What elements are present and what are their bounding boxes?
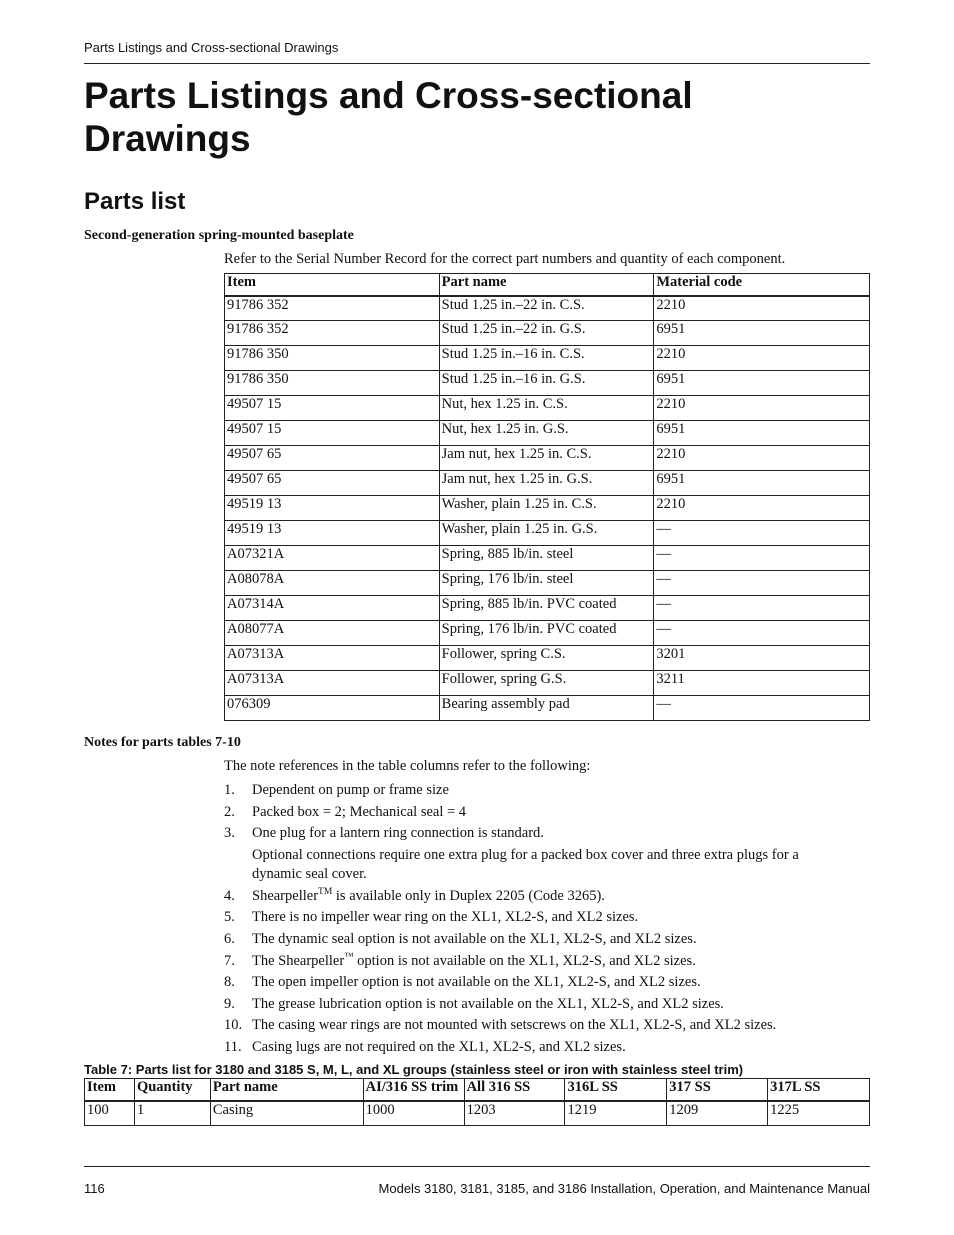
part-name-cell: Nut, hex 1.25 in. G.S. <box>439 421 654 446</box>
note-text: The grease lubrication option is not available on the XL1, XL2-S, and XL2 sizes. <box>252 995 724 1012</box>
note-text: One plug for a lantern ring connection is standard. <box>252 825 544 842</box>
material-code-cell: — <box>654 571 870 596</box>
material-code-cell: — <box>654 696 870 721</box>
column-header: All 316 SS <box>464 1079 565 1101</box>
column-header: Item <box>85 1079 135 1101</box>
item-cell: 49507 65 <box>225 471 440 496</box>
part-name-cell: Stud 1.25 in.–22 in. C.S. <box>439 296 654 321</box>
item-cell: 076309 <box>225 696 440 721</box>
table-7 <box>84 1078 870 1126</box>
item-cell: 49519 13 <box>225 521 440 546</box>
note-number: 7. <box>224 952 235 969</box>
item-cell: A07313A <box>225 671 440 696</box>
part-name-cell: Follower, spring C.S. <box>439 646 654 671</box>
table-row <box>225 421 870 446</box>
item-cell: A08077A <box>225 621 440 646</box>
table-row <box>225 396 870 421</box>
table-7-caption: Table 7: Parts list for 3180 and 3185 S, M, L, and XL groups (stainless steel or iron with stainless steel trim) <box>84 1062 744 1077</box>
table-row <box>225 696 870 721</box>
note-item <box>224 929 844 949</box>
note-text: There is no impeller wear ring on the XL1, XL2-S, and XL2 sizes. <box>252 909 639 926</box>
part-name-cell: Spring, 176 lb/in. steel <box>439 571 654 596</box>
table-row <box>225 471 870 496</box>
item-cell: A08078A <box>225 571 440 596</box>
table-row <box>225 546 870 571</box>
table-cell: 1225 <box>768 1101 870 1126</box>
footer-manual-title: Models 3180, 3181, 3185, and 3186 Installation, Operation, and Maintenance Manual <box>378 1181 870 1196</box>
note-number: 8. <box>224 974 235 991</box>
note-number: 5. <box>224 909 235 926</box>
notes-list <box>224 780 844 1059</box>
note-text: Shearpeller <box>252 887 319 904</box>
table-row <box>225 646 870 671</box>
part-name-cell: Spring, 885 lb/in. steel <box>439 546 654 571</box>
table-cell: 1219 <box>565 1101 667 1126</box>
note-item <box>224 951 844 971</box>
note-text: Dependent on pump or frame size <box>252 782 449 798</box>
table-row <box>225 496 870 521</box>
trademark-mark: TM <box>318 886 333 897</box>
notes-intro: The note references in the table columns refer to the following: <box>224 758 591 774</box>
item-cell: A07321A <box>225 546 440 571</box>
material-code-cell: 2210 <box>654 296 870 321</box>
note-text: The dynamic seal option is not available on the XL1, XL2-S, and XL2 sizes. <box>252 930 697 947</box>
part-name-cell: Jam nut, hex 1.25 in. C.S. <box>439 446 654 471</box>
header-divider <box>84 63 870 64</box>
material-code-cell: 2210 <box>654 496 870 521</box>
column-header: Part name <box>210 1079 363 1101</box>
baseplate-intro: Refer to the Serial Number Record for the correct part numbers and quantity of each component. <box>224 251 786 267</box>
table-row <box>225 371 870 396</box>
table-row <box>225 621 870 646</box>
section-title: Parts list <box>84 188 186 215</box>
note-number: 4. <box>224 887 235 904</box>
table-cell: 1203 <box>464 1101 565 1126</box>
note-number: 2. <box>224 803 235 820</box>
table-header-row <box>85 1079 870 1101</box>
note-item <box>224 886 844 906</box>
table-row <box>225 446 870 471</box>
column-header: AI/316 SS trim <box>363 1079 464 1101</box>
table-header-row <box>225 274 870 296</box>
material-code-cell: 6951 <box>654 421 870 446</box>
note-number: 6. <box>224 930 235 947</box>
note-text: Packed box = 2; Mechanical seal = 4 <box>252 803 467 820</box>
material-code-cell: — <box>654 596 870 621</box>
column-header-part-name: Part name <box>439 274 654 296</box>
material-code-cell: 2210 <box>654 396 870 421</box>
table-row <box>85 1101 870 1126</box>
table-row <box>225 596 870 621</box>
note-text: The casing wear rings are not mounted with setscrews on the XL1, XL2-S, and XL2 sizes. <box>252 1017 777 1034</box>
part-name-cell: Jam nut, hex 1.25 in. G.S. <box>439 471 654 496</box>
part-name-cell: Washer, plain 1.25 in. G.S. <box>439 521 654 546</box>
note-text-continued: is available only in Duplex 2205 (Code 3265). <box>332 887 605 904</box>
note-number: 10. <box>224 1017 243 1034</box>
baseplate-parts-table <box>224 273 870 721</box>
column-header-material-code: Material code <box>654 274 870 296</box>
item-cell: A07313A <box>225 646 440 671</box>
item-cell: 49507 15 <box>225 421 440 446</box>
part-name-cell: Washer, plain 1.25 in. C.S. <box>439 496 654 521</box>
running-header: Parts Listings and Cross-sectional Drawings <box>84 40 339 55</box>
item-cell: 49519 13 <box>225 496 440 521</box>
table-cell: 1209 <box>667 1101 768 1126</box>
table-row <box>225 521 870 546</box>
material-code-cell: — <box>654 521 870 546</box>
material-code-cell: 6951 <box>654 321 870 346</box>
table-row <box>225 321 870 346</box>
part-name-cell: Follower, spring G.S. <box>439 671 654 696</box>
material-code-cell: 3201 <box>654 646 870 671</box>
item-cell: 49507 15 <box>225 396 440 421</box>
note-item <box>224 907 844 927</box>
note-text-continued: option is not available on the XL1, XL2-S, and XL2 sizes. <box>353 952 696 969</box>
note-item <box>224 994 844 1014</box>
item-cell: 91786 352 <box>225 321 440 346</box>
part-name-cell: Spring, 176 lb/in. PVC coated <box>439 621 654 646</box>
column-header-item: Item <box>225 274 440 296</box>
table-row <box>225 571 870 596</box>
column-header: 316L SS <box>565 1079 667 1101</box>
note-item <box>224 972 844 992</box>
column-header: Quantity <box>134 1079 210 1101</box>
table-cell: 1 <box>134 1101 210 1126</box>
table-cell: Casing <box>210 1101 363 1126</box>
note-item <box>224 1037 844 1057</box>
note-number: 9. <box>224 995 235 1012</box>
material-code-cell: 2210 <box>654 446 870 471</box>
trademark-mark: ™ <box>344 951 354 962</box>
note-item <box>224 802 844 822</box>
part-name-cell: Spring, 885 lb/in. PVC coated <box>439 596 654 621</box>
note-item <box>224 1015 844 1035</box>
note-item <box>224 780 844 800</box>
material-code-cell: 6951 <box>654 471 870 496</box>
note-number: 3. <box>224 825 235 842</box>
footer-divider <box>84 1166 870 1167</box>
page-number: 116 <box>84 1181 105 1196</box>
table-cell: 1000 <box>363 1101 464 1126</box>
note-text: The open impeller option is not available on the XL1, XL2-S, and XL2 sizes. <box>252 974 701 991</box>
item-cell: 91786 350 <box>225 371 440 396</box>
page-title: Parts Listings and Cross-sectional Drawings <box>84 75 693 159</box>
material-code-cell: — <box>654 546 870 571</box>
part-name-cell: Stud 1.25 in.–22 in. G.S. <box>439 321 654 346</box>
item-cell: A07314A <box>225 596 440 621</box>
part-name-cell: Bearing assembly pad <box>439 696 654 721</box>
material-code-cell: 6951 <box>654 371 870 396</box>
table-cell: 100 <box>85 1101 135 1126</box>
note-item <box>224 823 844 884</box>
column-header: 317 SS <box>667 1079 768 1101</box>
material-code-cell: 2210 <box>654 346 870 371</box>
table-row <box>225 346 870 371</box>
part-name-cell: Stud 1.25 in.–16 in. G.S. <box>439 371 654 396</box>
part-name-cell: Nut, hex 1.25 in. C.S. <box>439 396 654 421</box>
table-row <box>225 296 870 321</box>
note-text: The Shearpeller <box>252 952 345 969</box>
column-header: 317L SS <box>768 1079 870 1101</box>
item-cell: 49507 65 <box>225 446 440 471</box>
baseplate-heading: Second-generation spring-mounted baseplate <box>84 228 354 243</box>
note-number: 1. <box>224 782 235 798</box>
item-cell: 91786 350 <box>225 346 440 371</box>
note-text: Casing lugs are not required on the XL1, XL2-S, and XL2 sizes. <box>252 1038 626 1055</box>
note-number: 11. <box>224 1038 242 1055</box>
part-name-cell: Stud 1.25 in.–16 in. C.S. <box>439 346 654 371</box>
note-continuation: Optional connections require one extra plug for a packed box cover and three extra plugs for a dynamic seal cover. <box>252 847 799 883</box>
material-code-cell: 3211 <box>654 671 870 696</box>
table-row <box>225 671 870 696</box>
material-code-cell: — <box>654 621 870 646</box>
notes-heading: Notes for parts tables 7-10 <box>84 735 241 750</box>
item-cell: 91786 352 <box>225 296 440 321</box>
